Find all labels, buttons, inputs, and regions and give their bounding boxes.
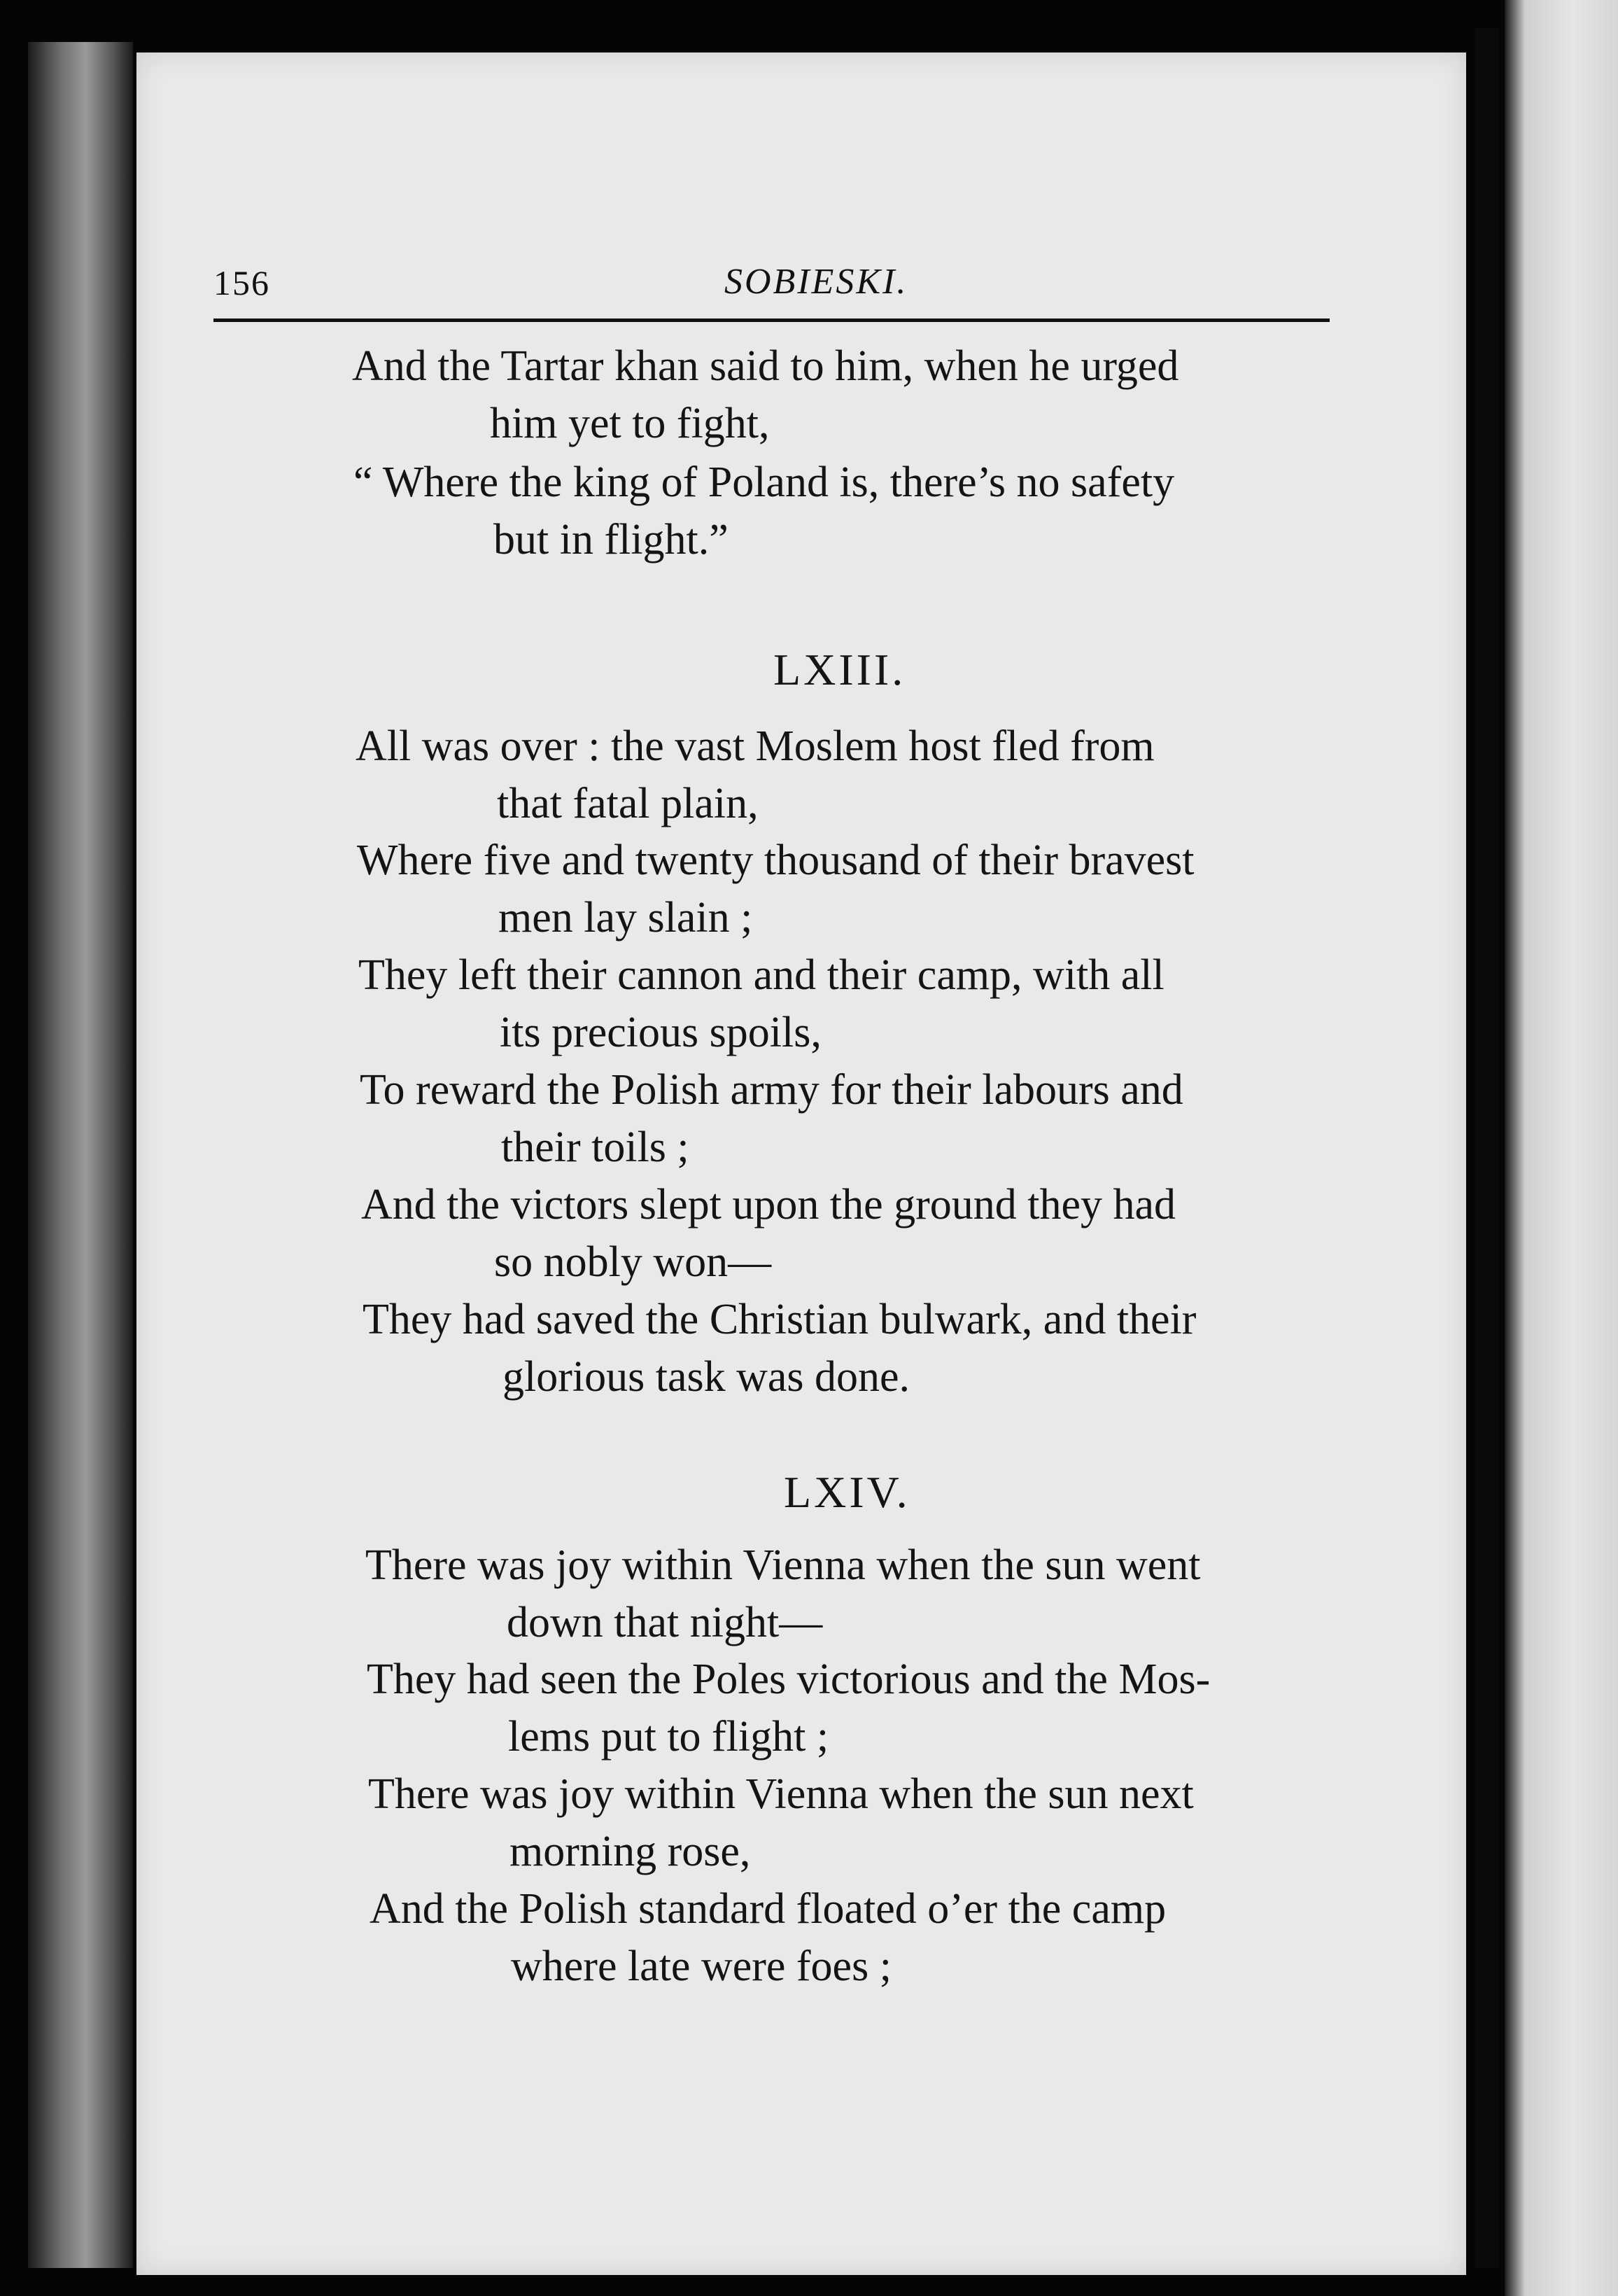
verse-line: And the Tartar khan said to him, when he urged xyxy=(352,342,1179,390)
verse-line: Where five and twenty thousand of their bravest xyxy=(357,836,1195,884)
verse-line: its precious spoils, xyxy=(500,1009,822,1056)
running-head: SOBIESKI. xyxy=(724,262,908,302)
verse-line: that fatal plain, xyxy=(497,780,759,827)
verse-line: There was joy within Vienna when the sun went xyxy=(365,1541,1201,1589)
verse-line: their toils ; xyxy=(501,1124,689,1171)
verse-line: They had seen the Poles victorious and the Mos- xyxy=(367,1656,1211,1703)
verse-line: him yet to fight, xyxy=(490,400,770,447)
verse-line: glorious task was done. xyxy=(502,1353,910,1401)
verse-line: lems put to flight ; xyxy=(508,1713,829,1760)
verse-line: They had saved the Christian bulwark, and their xyxy=(363,1296,1197,1343)
verse-line: And the victors slept upon the ground they had xyxy=(361,1181,1176,1228)
verse-line: men lay slain ; xyxy=(498,894,753,941)
page-number: 156 xyxy=(213,263,270,302)
verse-line: To reward the Polish army for their labours and xyxy=(360,1066,1183,1114)
verse-line: And the Polish standard floated o’er the camp xyxy=(370,1885,1167,1933)
verse-line: down that night— xyxy=(507,1599,823,1646)
verse-line: There was joy within Vienna when the sun next xyxy=(368,1770,1194,1818)
page-header xyxy=(213,262,1330,322)
verse-line: so nobly won— xyxy=(494,1238,772,1286)
stanza-heading: LXIV. xyxy=(784,1467,910,1517)
book-spine xyxy=(28,42,133,2268)
verse-line: where late were foes ; xyxy=(511,1942,892,1990)
verse-line: “ Where the king of Poland is, there’s no safety xyxy=(353,458,1175,506)
verse-line: morning rose, xyxy=(509,1828,751,1875)
verse-line: They left their cannon and their camp, with all xyxy=(358,951,1165,999)
verse-line: but in flight.” xyxy=(493,516,729,564)
facing-page-edge xyxy=(1505,0,1618,2296)
stanza-heading: LXIII. xyxy=(773,645,906,694)
page-gutter xyxy=(1475,28,1499,2268)
verse-line: All was over : the vast Moslem host fled from xyxy=(356,722,1155,770)
